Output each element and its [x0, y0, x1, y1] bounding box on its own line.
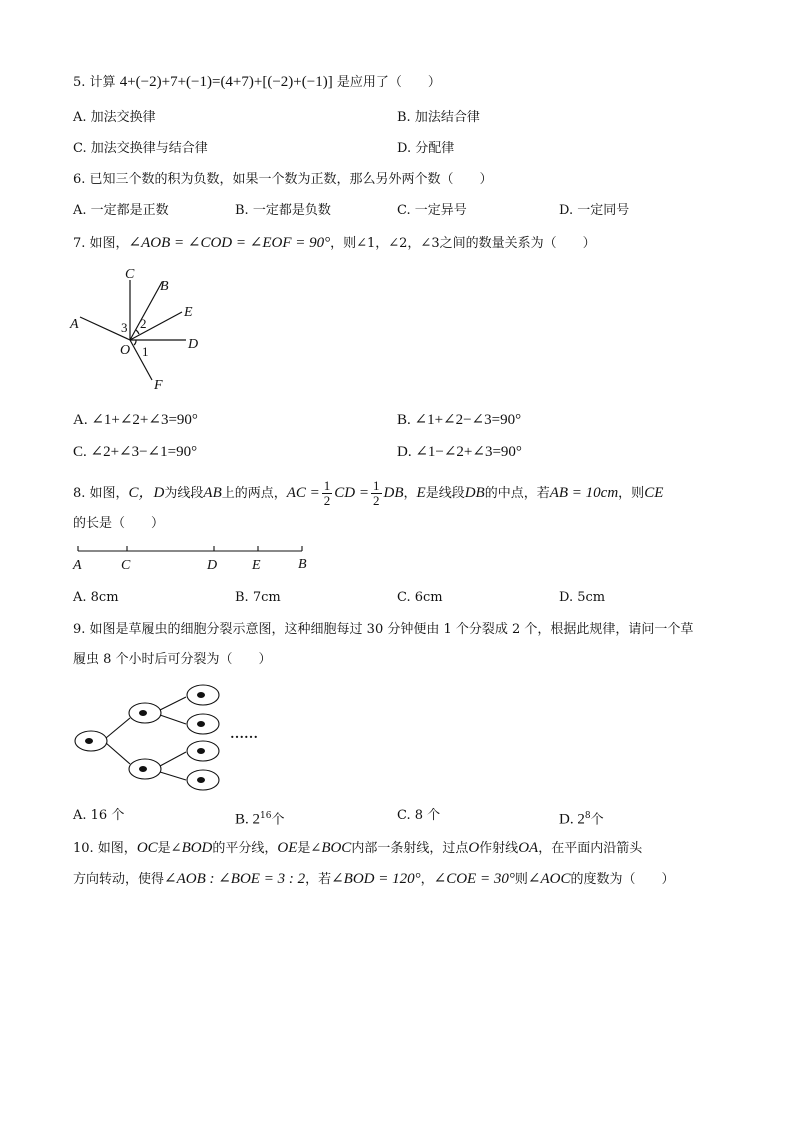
q5-expression: 4+(−2)+7+(−1)=(4+7)+[(−2)+(−1)]	[119, 74, 333, 90]
label-3: 3	[121, 320, 128, 335]
question-10-stem-line1: 10. 如图，OC是∠BOD的平分线，OE是∠BOC内部一条射线，过点O作射线OA，在平面内沿箭头	[73, 840, 643, 856]
fraction-half: $\frac{1}{2}$	[323, 478, 331, 508]
label-1: 1	[142, 344, 149, 359]
q7-option-c[interactable]: C. ∠2+∠3−∠1=90°	[73, 444, 198, 460]
q9-option-d[interactable]: D. $2^8$个	[559, 811, 604, 828]
arc-2	[136, 330, 139, 334]
branch-line	[106, 718, 130, 738]
q5-option-b[interactable]: B. 加法结合律	[397, 110, 480, 125]
q9-option-b[interactable]: B. $2^{16}$个	[235, 811, 285, 828]
question-6-stem: 6. 已知三个数的积为负数，如果一个数为正数，那么另外两个数（ ）	[73, 172, 493, 187]
label-e: E	[184, 305, 193, 320]
branch-line	[160, 752, 186, 766]
label-f: F	[154, 378, 163, 392]
nucleus	[197, 692, 205, 698]
label-d: D	[207, 558, 218, 573]
label-2: 2	[140, 316, 147, 331]
q9-option-a[interactable]: A. 16 个	[73, 808, 125, 823]
question-9-stem-line2: 履虫 8 个小时后可分裂为（ ）	[73, 652, 272, 667]
nucleus	[197, 777, 205, 783]
label-d: D	[188, 337, 199, 352]
label-e: E	[252, 558, 261, 573]
label-o: O	[120, 343, 131, 358]
q7-option-a[interactable]: A. ∠1+∠2+∠3=90°	[73, 412, 198, 428]
nucleus	[197, 748, 205, 754]
label-b: B	[298, 557, 307, 572]
branch-line	[106, 743, 130, 764]
question-7-stem: 7. 如图，∠AOB = ∠COD = ∠EOF = 90°，则∠1，∠2，∠3之间的数量关系为（ ）	[73, 235, 596, 251]
q5-option-c[interactable]: C. 加法交换律与结合律	[73, 141, 208, 156]
q8-option-d[interactable]: D. 5cm	[559, 590, 606, 605]
q8-option-b[interactable]: B. 7cm	[235, 590, 281, 605]
q8-option-a[interactable]: A. 8cm	[73, 590, 119, 605]
arc-1	[134, 340, 136, 345]
ray-of	[130, 340, 152, 380]
q7-option-b[interactable]: B. ∠1+∠2−∠3=90°	[397, 412, 522, 428]
continuation-dots: ……	[230, 727, 258, 742]
question-8-stem-line2: 的长是（ ）	[73, 516, 165, 531]
branch-line	[160, 772, 186, 780]
question-10-stem-line2: 方向转动，使得∠AOB : ∠BOE = 3 : 2，若∠BOD = 120°，∠COE = 30°则∠AOC的度数为（ ）	[73, 871, 675, 887]
label-a: A	[73, 558, 82, 573]
label-c: C	[121, 558, 131, 573]
q9-cell-division-figure	[70, 680, 270, 798]
branch-line	[160, 715, 186, 724]
label-b: B	[160, 279, 169, 294]
question-5-stem: 5. 计算 4+(−2)+7+(−1)=(4+7)+[(−2)+(−1)] 是应用了（ ）	[73, 74, 441, 90]
nucleus	[197, 721, 205, 727]
q8-segment-figure	[70, 540, 320, 574]
q5-option-a[interactable]: A. 加法交换律	[73, 110, 156, 125]
nucleus	[139, 766, 147, 772]
q7-option-d[interactable]: D. ∠1−∠2+∠3=90°	[397, 444, 522, 460]
question-9-stem-line1: 9. 如图是草履虫的细胞分裂示意图，这种细胞每过 30 分钟便由 1 个分裂成 2 个，根据此规律，请问一个草	[73, 622, 694, 637]
q7-angle-figure	[66, 262, 216, 392]
nucleus	[139, 710, 147, 716]
q6-option-d[interactable]: D. 一定同号	[559, 203, 630, 218]
q6-option-b[interactable]: B. 一定都是负数	[235, 203, 331, 218]
branch-line	[160, 697, 186, 710]
q6-option-c[interactable]: C. 一定异号	[397, 203, 467, 218]
q5-option-d[interactable]: D. 分配律	[397, 141, 455, 156]
label-c: C	[125, 267, 135, 282]
q9-option-c[interactable]: C. 8 个	[397, 808, 441, 823]
q6-option-a[interactable]: A. 一定都是正数	[73, 203, 169, 218]
fraction-half-2: $\frac{1}{2}$	[373, 478, 380, 508]
q7-equation: ∠AOB = ∠COD = ∠EOF = 90°	[128, 235, 331, 251]
q8-option-c[interactable]: C. 6cm	[397, 590, 443, 605]
nucleus	[85, 738, 93, 744]
label-a: A	[70, 317, 79, 332]
question-8-stem: 8. 如图，C，D为线段AB上的两点，AC = $\frac{1}{2}$ CD = $\frac{1}{2}$ DB，E是线段DB的中点，若AB = 10cm，则CE	[73, 478, 664, 508]
